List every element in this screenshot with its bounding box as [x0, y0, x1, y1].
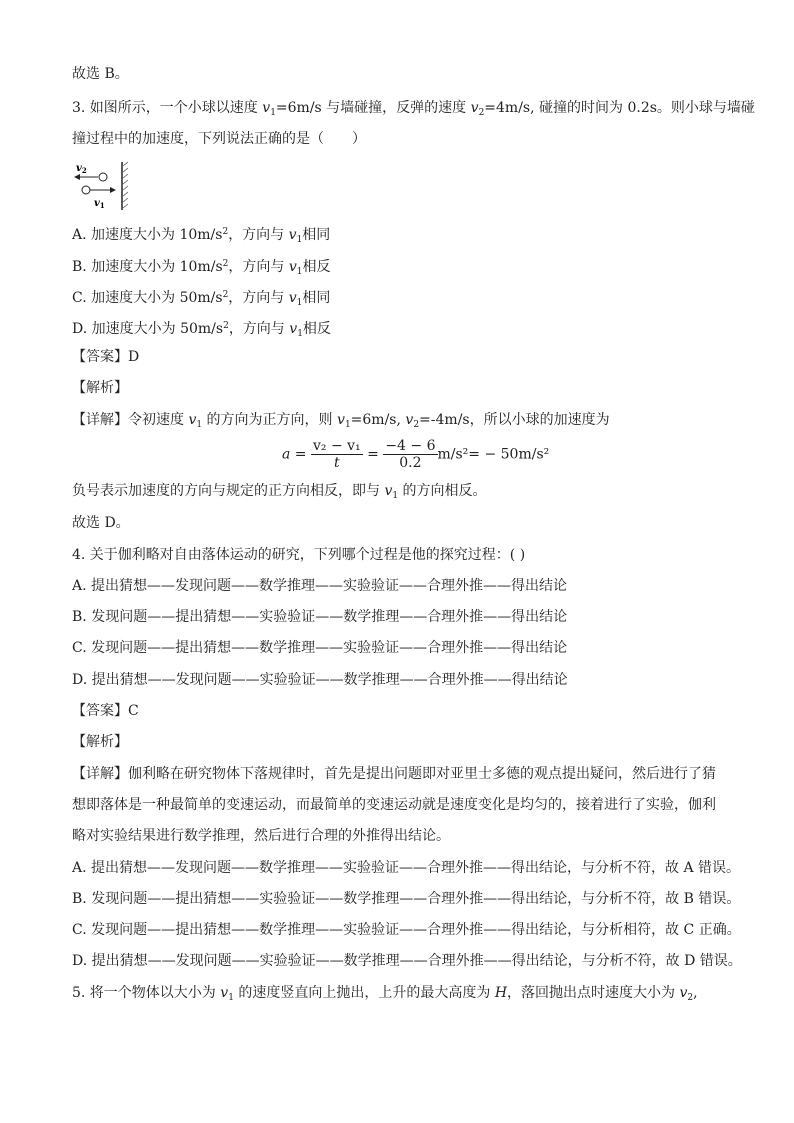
option-4-a: A. 提出猜想——发现问题——数学推理——实验验证——合理外推——得出结论 — [72, 578, 568, 594]
detail-3: 【详解】令初速度 $v_1$ 的方向为正方向，则 $v_1=6m/s$, $v_2=-4m/s$，所以小球的加速度为 — [72, 412, 610, 430]
option-3-c: C. 加速度大小为 $50m/s^2$，方向与 $v_1$相同 — [72, 290, 331, 308]
detail-4-line-2: 想即落体是一种最简单的变速运动，而最简单的变速运动就是速度变化是均匀的，接着进行了实验，伽利 — [72, 797, 716, 813]
option-4-c: C. 发现问题——提出猜想——数学推理——实验验证——合理外推——得出结论 — [72, 640, 568, 656]
option-4-b: B. 发现问题——提出猜想——实验验证——数学推理——合理外推——得出结论 — [72, 609, 568, 625]
detail-4-line-3: 略对实验结果进行数学推理，然后进行合理的外推得出结论。 — [72, 828, 450, 844]
question-3-line-2: 撞过程中的加速度，下列说法正确的是（ ） — [72, 131, 366, 147]
option-4-d: D. 提出猜想——发现问题——实验验证——数学推理——合理外推——得出结论 — [72, 672, 568, 688]
ball-wall-figure — [72, 160, 132, 212]
option-3-a: A. 加速度大小为 $10m/s^2$，方向与 $v_1$相同 — [72, 227, 331, 245]
conclusion-q3: 故选 D。 — [72, 515, 130, 531]
option-3-b: B. 加速度大小为 $10m/s^2$，方向与 $v_1$相反 — [72, 259, 331, 277]
answer-3: 【答案】D — [72, 349, 140, 365]
answer-4: 【答案】C — [72, 703, 139, 719]
eval-4-b: B. 发现问题——提出猜想——实验验证——数学推理——合理外推——得出结论，与分析不符，故 B 错误。 — [72, 891, 741, 907]
v1-label: $v_1$ — [94, 198, 105, 210]
analysis-3-heading: 【解析】 — [72, 380, 128, 396]
eval-4-d: D. 提出猜想——发现问题——实验验证——数学推理——合理外推——得出结论，与分析不符，故 D 错误。 — [72, 953, 742, 969]
eval-4-c: C. 发现问题——提出猜想——数学推理——实验验证——合理外推——得出结论，与分析相符，故 C 正确。 — [72, 922, 741, 938]
question-3-line-1: 3. 如图所示，一个小球以速度 $v_1=6m/s$ 与墙碰撞，反弹的速度 $v_2=4m/s$, 碰撞的时间为 0.2s。则小球与墙碰 — [72, 100, 755, 118]
analysis-4-heading: 【解析】 — [72, 734, 128, 750]
eval-4-a: A. 提出猜想——发现问题——数学推理——实验验证——合理外推——得出结论，与分析不符，故 A 错误。 — [72, 860, 741, 876]
negative-sign-explanation: 负号表示加速度的方向与规定的正方向相反，即与 $v_1$ 的方向相反。 — [72, 483, 487, 501]
acceleration-formula: a = $\frac{\text{v₂ − v₁}}{t}$ = $\frac{-4 - 6}{0.2}$ m/s²= − 50m/s² — [282, 438, 550, 471]
detail-4-line-1: 【详解】伽利略在研究物体下落规律时，首先是提出问题即对亚里士多德的观点提出疑问，然后进行了猜 — [72, 766, 716, 782]
question-4: 4. 关于伽利略对自由落体运动的研究，下列哪个过程是他的探究过程：( ) — [72, 547, 526, 563]
v2-label: $v_2$ — [76, 163, 87, 175]
conclusion-q2: 故选 B。 — [72, 66, 129, 82]
question-5: 5. 将一个物体以大小为 $v_1$ 的速度竖直向上抛出，上升的最大高度为 H，落回抛出点时速度大小为 $v_2$, — [72, 985, 698, 1003]
option-3-d: D. 加速度大小为 $50m/s^2$，方向与 $v_1$相反 — [72, 321, 331, 339]
